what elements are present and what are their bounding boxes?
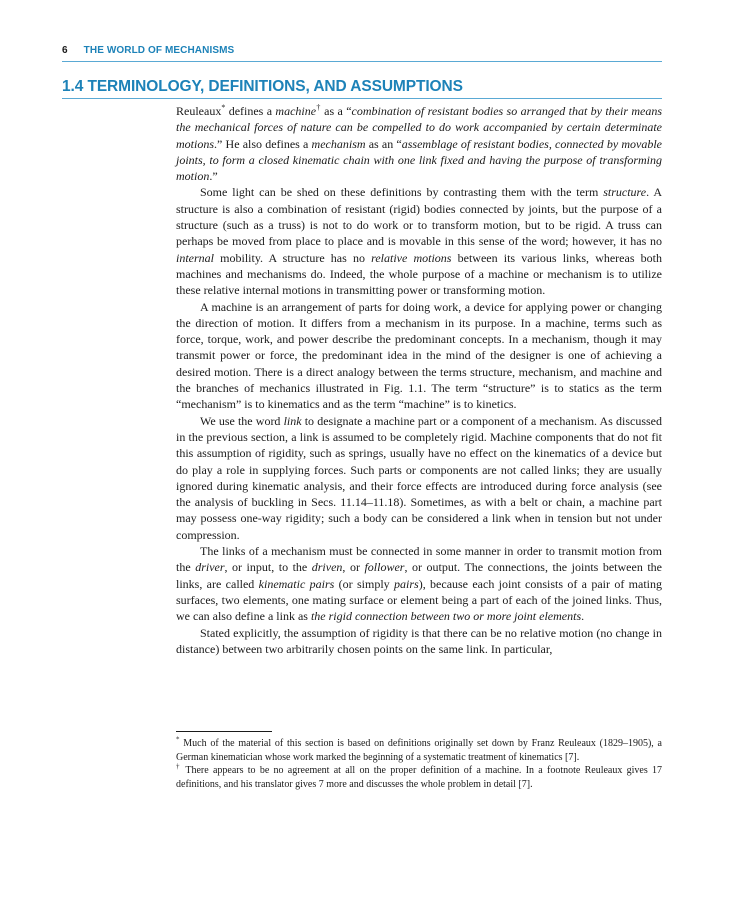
term-mechanism: mechanism (311, 136, 366, 151)
term-follower: follower (364, 560, 405, 575)
section-title-rule (62, 98, 662, 99)
footnote-1 (176, 737, 662, 764)
text-run: . A structure is also a combination of resistant (rigid) bodies connected by joints, but the purpose of a structure (such as a truss) is not to do work or to transform motion, but to be rigid. A truss can perhaps be moved from place to place and is movable in this sense of the word; however, it has no (176, 185, 662, 249)
paragraph-2 (176, 184, 662, 298)
text-run: ), because each joint consists of a pair of mating surfaces, two elements, one mating surface or element being a part of each of the joined links. Thus, we can also define a link as (176, 576, 663, 624)
footnotes (176, 737, 662, 791)
text-run: Reuleaux (176, 104, 222, 118)
text-run: , or input, to the (224, 560, 312, 575)
text-run: (or simply (334, 576, 395, 591)
text-run: Stated explicitly, the assumption of rigidity is that there can be no relative motion (no change in distance) between two arbitrarily chosen points on the same link. In particular, (176, 625, 662, 656)
footnote-ref-dagger[interactable]: † (316, 103, 321, 112)
term-link: link (283, 413, 302, 428)
footnote-rule (176, 731, 272, 732)
term-pairs: pairs (394, 576, 419, 591)
machine-definition-quote: combination of resistant bodies so arranged that by their means the mechanical forces of nature can be compelled to do work accompanied by certain determinate motions (176, 104, 663, 151)
term-driver: driver (195, 560, 225, 575)
footnote-text: There appears to be no agreement at all on the proper definition of a machine. In a footnote Reuleaux gives 17 definitions, and his translator gives 7 more and discusses the whole problem in detail [7]. (176, 765, 663, 790)
paragraph-1 (176, 103, 662, 184)
footnote-ref-asterisk[interactable]: * (221, 103, 226, 112)
paragraph-5 (176, 543, 662, 624)
term-kinematic-pairs: kinematic pairs (258, 576, 335, 591)
text-run: We use the word (200, 413, 284, 428)
text-run: A machine is an arrangement of parts for doing work, a device for applying power or changing the direction of motion. It differs from a mechanism in its purpose. In a machine, terms such as force, torque, work, and power describe the predominant concepts. In a mechanism, though it may transmit power or force, the predominant idea in the mind of the designer is one of achieving a desired motion. There is a direct analogy between the terms structure, mechanism, and machine and the branches of mechanics illustrated in Fig. 1.1. The term “structure” is to statics as the term “mechanism” is to kinematics and as the term “machine” is to kinetics. (176, 299, 662, 412)
chapter-title: THE WORLD OF MECHANISMS (83, 45, 235, 56)
link-definition: the rigid connection between two or more joint elements (310, 609, 582, 624)
footnote-mark-dagger: † (176, 762, 182, 771)
header-rule (62, 61, 662, 62)
page-number: 6 (62, 45, 68, 56)
footnote-mark-asterisk: * (176, 735, 180, 744)
text-run: , or (342, 560, 365, 575)
text-run: The links of a mechanism must be connected in some manner in order to transmit motion from the (176, 544, 662, 575)
term-structure: structure (603, 185, 647, 200)
text-run: defines a (225, 104, 276, 118)
footnote-text: Much of the material of this section is based on definitions originally set down by Franz Reuleaux (1829–1905), a German kinematician whose work marked the beginning of a systematic treatment of kinematics [7]. (176, 738, 662, 763)
paragraph-6 (176, 625, 662, 658)
running-head (62, 45, 662, 56)
text-run: mobility. A structure has no (214, 250, 372, 265)
text-run: .” (209, 169, 218, 184)
paragraph-3 (176, 299, 662, 413)
text-run: Some light can be shed on these definitions by contrasting them with the term (200, 185, 604, 200)
text-run: as an “ (365, 136, 402, 151)
term-internal: internal (176, 250, 214, 265)
text-run: between its various links, whereas both machines and mechanisms do. Indeed, the whole purpose of a machine or mechanism is to utilize these relative internal motions in transmitting power or transforming motion. (176, 250, 662, 298)
text-run: . (581, 609, 585, 624)
mechanism-definition-quote: assemblage of resistant bodies, connected by movable joints, to form a closed kinematic chain with one link fixed and having the purpose of transforming motion (176, 136, 662, 184)
term-relative-motions: relative motions (371, 250, 452, 265)
body-text (176, 103, 662, 657)
text-run: as a “ (320, 104, 352, 118)
section-title: 1.4 TERMINOLOGY, DEFINITIONS, AND ASSUMPTIONS (62, 78, 463, 95)
text-run: to designate a machine part or a component of a mechanism. As discussed in the previous section, a link is assumed to be completely rigid. Machine components that do not fit this assumption of rigidity, such as springs, usually have no effect on the kinematics of a device but do play a role in supplying forces. Such parts or components are not called links; they are usually ignored during kinematic analysis, and their force effects are introduced during force analysis (see the analysis of buckling in Secs. 11.14–11.18). Sometimes, as with a belt or chain, a machine part may possess one-way rigidity; such a body can be considered a link when in tension but not under compression. (176, 413, 662, 542)
footnote-2 (176, 764, 662, 791)
term-driven: driven (311, 560, 343, 575)
paragraph-4 (176, 413, 662, 543)
text-run: .” He also defines a (214, 136, 312, 151)
term-machine: machine (275, 104, 317, 118)
text-run: , or output. The connections, the joints between the links, are called (176, 560, 662, 591)
